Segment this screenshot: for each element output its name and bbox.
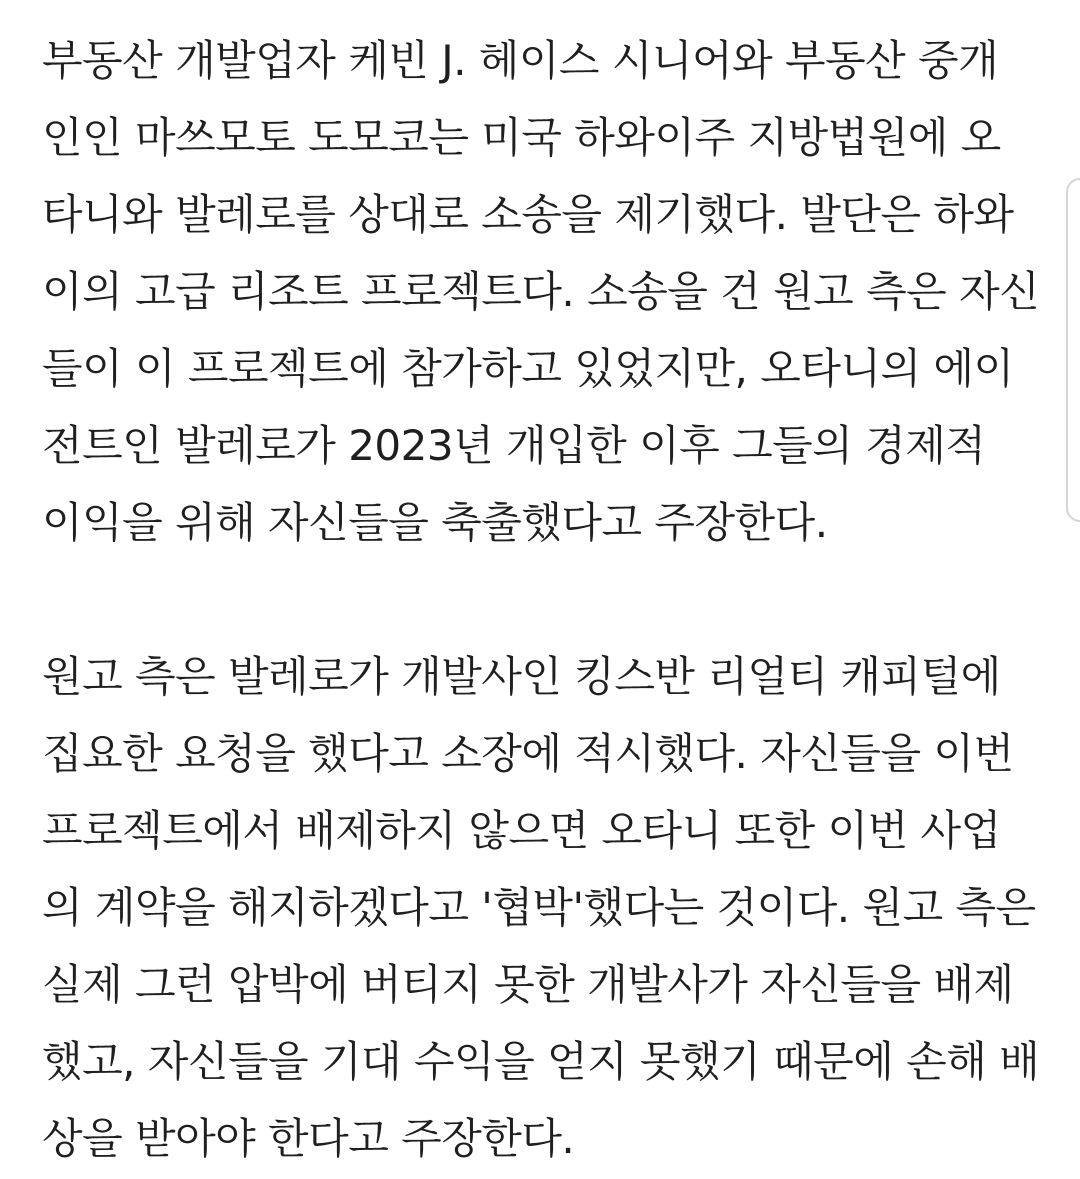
text-line: 집요한 요청을 했다고 소장에 적시했다. 자신들을 이번 xyxy=(42,729,1014,778)
text-line: 했고, 자신들을 기대 수익을 얻지 못했기 때문에 손해 배 xyxy=(42,1037,1040,1086)
paragraph-2 xyxy=(42,638,1042,1177)
text-line: 원고 측은 발레로가 개발사인 킹스반 리얼티 캐피털에 xyxy=(42,652,1001,701)
text-line: 이익을 위해 자신들을 축출했다고 주장한다. xyxy=(42,498,828,547)
article-body xyxy=(42,22,1042,1177)
text-line: 인인 마쓰모토 도모코는 미국 하와이주 지방법원에 오 xyxy=(42,113,1001,162)
text-line: 부동산 개발업자 케빈 J. 헤이스 시니어와 부동산 중개 xyxy=(42,36,999,85)
text-line: 이의 고급 리조트 프로젝트다. 소송을 건 원고 측은 자신 xyxy=(42,267,1040,316)
paragraph-spacer xyxy=(42,561,1042,638)
text-line: 상을 받아야 한다고 주장한다. xyxy=(42,1114,575,1163)
scroll-handle[interactable] xyxy=(1066,178,1080,522)
paragraph-1 xyxy=(42,22,1042,561)
text-line: 프로젝트에서 배제하지 않으면 오타니 또한 이번 사업 xyxy=(42,806,1001,855)
text-line: 의 계약을 해지하겠다고 '협박'했다는 것이다. 원고 측은 xyxy=(42,883,1036,932)
text-line: 타니와 발레로를 상대로 소송을 제기했다. 발단은 하와 xyxy=(42,190,1014,239)
text-line: 들이 이 프로젝트에 참가하고 있었지만, 오타니의 에이 xyxy=(42,344,1014,393)
text-line: 실제 그런 압박에 버티지 못한 개발사가 자신들을 배제 xyxy=(42,960,1014,1009)
text-line: 전트인 발레로가 2023년 개입한 이후 그들의 경제적 xyxy=(42,421,986,470)
